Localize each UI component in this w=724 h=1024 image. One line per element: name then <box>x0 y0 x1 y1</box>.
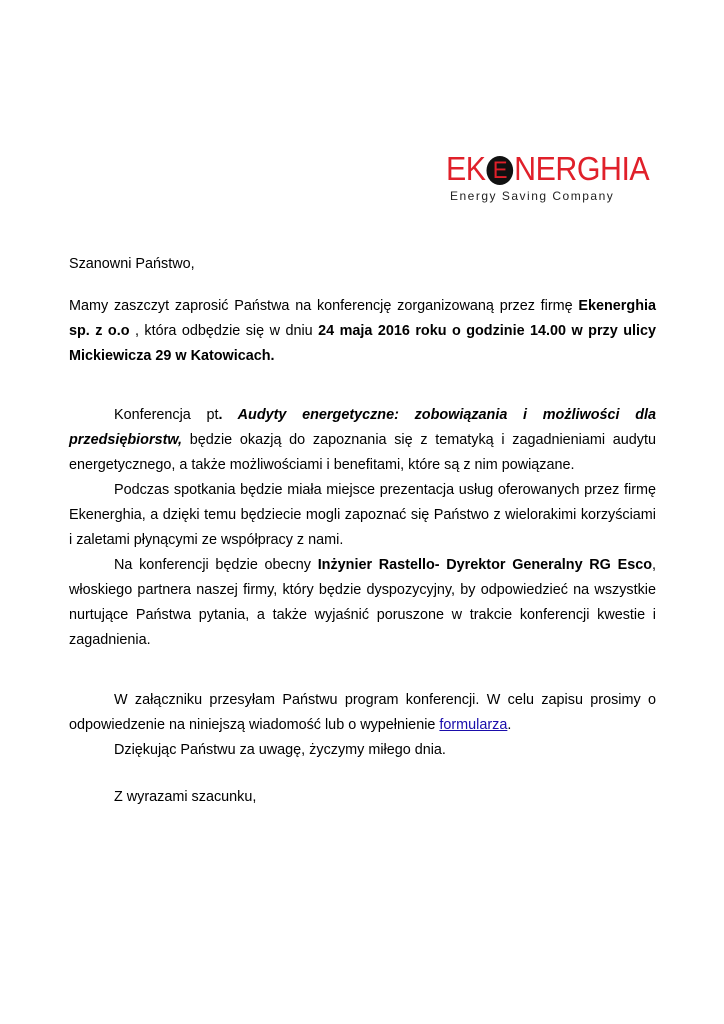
guest-intro: Na konferencji będzie obecny <box>114 557 318 573</box>
letter-body <box>69 252 656 810</box>
logo-tagline: Energy Saving Company <box>450 189 615 203</box>
guest-text: , włoskiego partnera naszej firmy, który będzie dyspozycyjny, by odpowiedzieć na wszystkie nurtujące Państwa pytania, a także wyjaśnić poruszone w trakcie konferencji kwestie i zagadnienia. <box>69 557 656 648</box>
paragraph-conference <box>69 403 656 478</box>
form-link[interactable]: formularza <box>439 717 508 733</box>
logo-prefix: EK <box>446 150 486 187</box>
attachment-end: . <box>507 717 512 733</box>
event-date-location: 24 maja 2016 roku o godzinie 14.00 w przy ulicy Mickiewicza 29 w Katowicach. <box>69 323 656 364</box>
closing: Z wyrazami szacunku, <box>114 789 257 805</box>
invitation-text: Mamy zaszczyt zaprosić Państwa na konferencję zorganizowaną przez firmę <box>69 298 579 314</box>
conference-title: Audyty energetyczne: zobowiązania i możliwości dla przedsiębiorstw, <box>69 407 656 448</box>
attachment-text: W załączniku przesyłam Państwu program konferencji. W celu zapisu prosimy o odpowiedzenie na niniejszą wiadomość lub o wypełnienie <box>69 692 656 733</box>
paragraph-invitation <box>69 294 656 369</box>
logo-e-circle-icon: E <box>487 156 514 185</box>
company-logo <box>446 152 656 203</box>
invitation-text-2: , która odbędzie się w dniu <box>129 323 319 339</box>
conference-intro: Konferencja pt <box>114 407 219 423</box>
logo-wordmark <box>446 150 650 187</box>
paragraph-presentation: Podczas spotkania będzie miała miejsce prezentacja usług oferowanych przez firmę Ekenerghia, a dzięki temu będziecie mogli zapoznać się Państwo z wielorakimi korzyściami i zaletami płynącymi ze współpracy z nami. <box>69 482 656 548</box>
paragraph-attachment <box>69 688 656 738</box>
guest-name: Inżynier Rastello- Dyrektor Generalny RG Esco <box>317 557 652 573</box>
paragraph-thanks: Dziękując Państwu za uwagę, życzymy miłego dnia. <box>114 742 446 758</box>
logo-suffix: NERGHIA <box>514 150 650 187</box>
paragraph-guest <box>69 553 656 653</box>
conference-dot: . <box>218 407 223 423</box>
conference-text: będzie okazją do zapoznania się z tematyką i zagadnieniami audytu energetycznego, a także możliwościami i benefitami, które są z nim powiązane. <box>69 432 656 473</box>
company-name: Ekenerghia sp. z o.o <box>69 298 656 339</box>
greeting: Szanowni Państwo, <box>69 256 195 272</box>
